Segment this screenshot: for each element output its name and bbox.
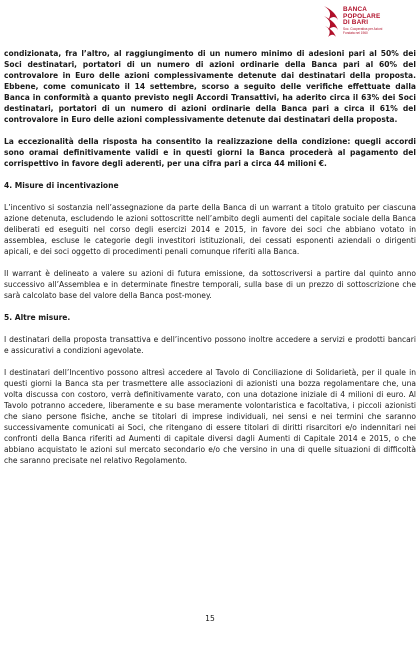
logo-subtitle-2: Fondata nel 1960 [343,31,368,36]
section-heading-incentives: 4. Misure di incentivazione [4,181,119,190]
bank-logo [322,4,410,44]
page-number: 15 [205,614,215,623]
logo-subtitle-1: Soc. Cooperativa per Azioni [343,26,383,31]
paragraph-warrant-assignment: L’incentivo si sostanzia nell’assegnazione da parte della Banca di un warrant a titolo gratuito per ciascuna azione detenuta, escludendo le azioni sottoscritte nell’ambito degli aumenti del capitale sociale della Banca deliberati ed eseguiti nel corso degli esercizi 2014 e 2015, in favore dei soci che abbiano votato in assemblea, escluse le categorie degli investitori istituzionali, dei cessati esponenti aziendali o dirigenti apicali, e dei soci oggetto di procedimenti penali comunque riferiti alla Banca. [4,203,416,256]
paragraph-warrant-details: Il warrant è delineato a valere su azioni di futura emissione, da sottoscriversi a partire dal quinto anno successivo all’Assemblea e in determinate finestre temporali, sulla base di un prezzo di sottoscrizione che sarà calcolato base del valore della Banca post-money. [4,269,416,300]
section-heading-other-measures: 5. Altre misure. [4,313,71,322]
logo-line-3: DI BARI [343,19,369,27]
paragraph-exceptional-response: La eccezionalità della risposta ha consentito la realizzazione della condizione: quegli accordi sono oramai definitivamente validi e in questi giorni la Banca procederà al pagamento del corrispettivo in favore degli aderenti, per una cifra pari a circa 44 milioni €. [4,137,416,168]
logo-line-1: BANCA [343,6,368,13]
bank-logo-text [343,7,382,36]
logo-line-2: POPOLARE [343,12,381,20]
paragraph-services-products: I destinatari della proposta transattiva e dell’incentivo possono inoltre accedere a servizi e prodotti bancari e assicurativi a condizioni agevolate. [4,335,416,355]
document-body [4,48,416,477]
bank-logo-mark-icon [322,4,340,38]
paragraph-conditions-result: condizionata, fra l’altro, al raggiungimento di un numero minimo di adesioni pari al 50% dei Soci destinatari, portatori di un numero di azioni ordinarie della Banca pari al 60% del controvalore in Euro delle azioni complessivamente detenute dai destinatari della proposta. Ebbene, come comunicato il 14 settembre, scorso a seguito delle verifiche effettuate dalla Banca in conformità a quanto previsto negli Accordi Transattivi, ha aderito circa il 63% dei Soci destinatari, portatori di un numero di azioni ordinarie della Banca pari a circa il 61% del controvalore in Euro delle azioni complessivamente detenute dai destinatari della proposta. [4,49,416,124]
paragraph-conciliation-table: I destinatari dell’Incentivo possono altresì accedere al Tavolo di Conciliazione di Solidarietà, per il quale in questi giorni la Banca sta per trasmettere alle associazioni di azionisti una bozza regolamentare che, una volta discussa con costoro, verrà definitivamente varato, con una dotazione iniziale di 4 milioni di euro. Al Tavolo potranno accedere, liberamente e su base meramente volontaristica e facoltativa, i piccoli azionisti che siano persone fisiche, anche se titolari di imprese individuali, nei sensi e nei termini che saranno successivamente comunicati ai Soci, che ritengano di essere titolari di diritti risarcitori e/o indennitari nei confronti della Banca riferiti ad Aumenti di capitale diversi dagli Aumenti di Capitale 2014 e 2015, o che abbiano acquistato le azioni sul mercato secondario e/o che versino in una di quelle situazioni di difficoltà che saranno precisate nel relativo Regolamento. [4,368,416,465]
